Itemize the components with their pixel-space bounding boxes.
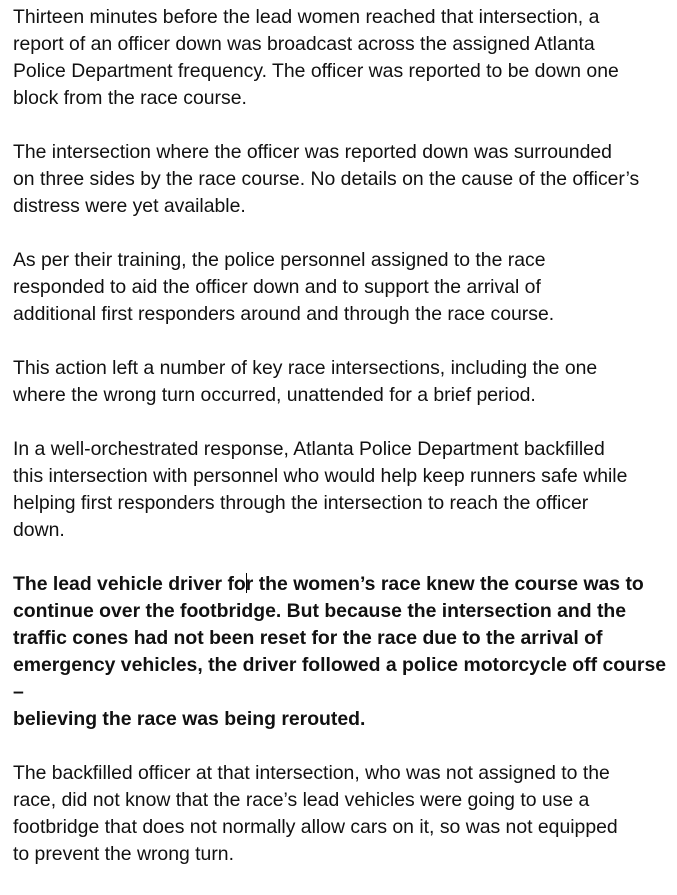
paragraph-lead-vehicle-bold [13, 571, 675, 733]
paragraph-officer-down-report: Thirteen minutes before the lead women reached that intersection, a report of an officer down was broadcast across the assigned Atlanta Police Department frequency. The officer was reported to be down one block from the race course. [13, 6, 619, 109]
paragraph-intersections-unattended: This action left a number of key race intersections, including the one where the wrong turn occurred, unattended for a brief period. [13, 357, 598, 406]
paragraph-backfilled-officer: The backfilled officer at that intersection, who was not assigned to the race, did not know that the race’s lead vehicles were going to use a footbridge that does not normally allow cars on it, so was not equipped to prevent the wrong turn. [13, 762, 618, 865]
paragraph-intersection-surrounded: The intersection where the officer was reported down was surrounded on three sides by the race course. No details on the cause of the officer’s distress were yet available. [13, 141, 640, 217]
paragraph-police-response: As per their training, the police personnel assigned to the race responded to aid the officer down and to support the arrival of additional first responders around and through the race course. [13, 249, 555, 325]
bold-text-after-cursor: r the women’s race knew the course was to continue over the footbridge. But because the intersection and the traffic cones had not been reset for the race due to the arrival of emergency vehicles, the driver followed a police motorcycle off course – believing the race was being rerouted. [13, 573, 667, 730]
document-body[interactable] [13, 4, 675, 895]
bold-text-before-cursor: The lead vehicle driver fo [13, 573, 246, 595]
paragraph-backfilled-intersection: In a well-orchestrated response, Atlanta Police Department backfilled this intersection with personnel who would help keep runners safe while helping first responders through the intersection to reach the officer down. [13, 438, 628, 541]
